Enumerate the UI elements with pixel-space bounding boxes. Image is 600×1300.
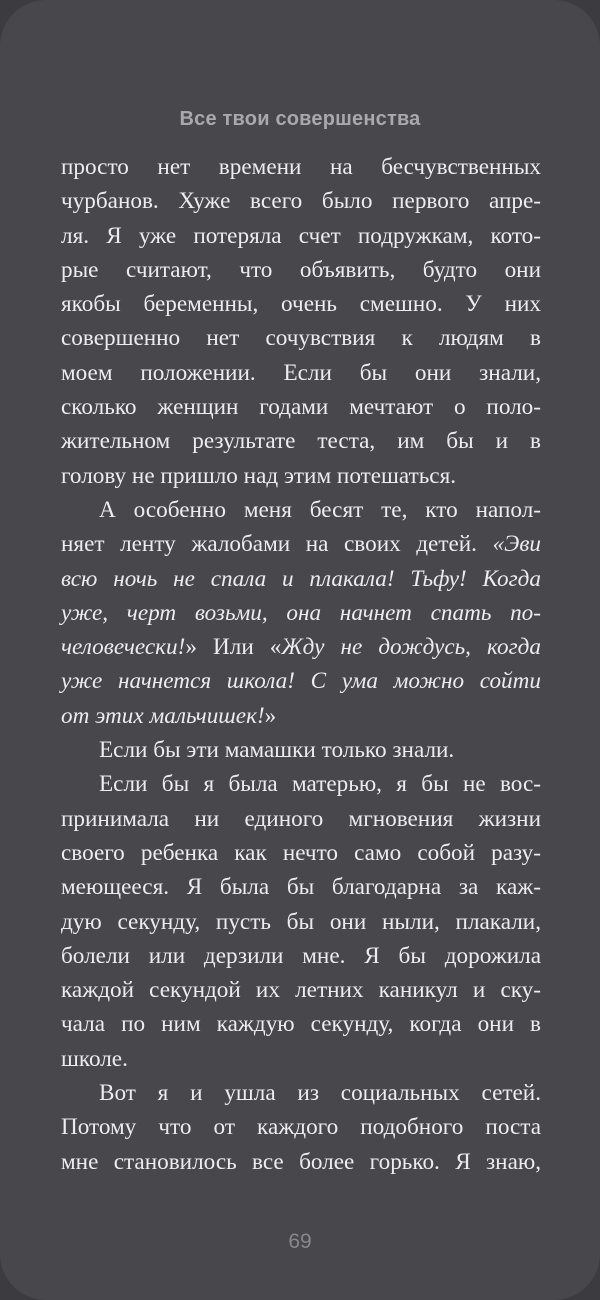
text-line: моем положении. Если бы они знали, xyxy=(61,359,541,386)
page-number: 69 xyxy=(288,1230,312,1253)
text-line xyxy=(61,664,541,698)
text-line: Потому что от каждого подобного поста xyxy=(61,1114,541,1141)
italic-segment: уже, черт возьми, она начнет спать по- xyxy=(61,599,541,626)
italic-segment: «Эви xyxy=(492,531,541,558)
text-line: жительном результате теста, им бы и в xyxy=(61,428,541,455)
text-line: якобы беременны, очень смешно. У них xyxy=(61,291,541,318)
text-line: принимала ни единого мгновения жизни xyxy=(61,805,541,832)
text-line: голову не пришло над этим потешаться. xyxy=(61,462,457,489)
text-line xyxy=(61,699,541,733)
text-line: рые считают, что объявить, будто они xyxy=(61,256,541,283)
text-line xyxy=(61,596,541,630)
running-title: Все твои совершенства xyxy=(179,108,421,130)
text-line: дую секунду, пусть бы они ныли, плакали, xyxy=(61,908,541,935)
text-line: болели или дерзили мне. Я бы дорожила xyxy=(61,942,541,969)
text-line: просто нет времени на бесчувственных xyxy=(61,154,541,180)
text-line: мне становилось все более горько. Я знаю, xyxy=(61,1148,541,1175)
text-line: школе. xyxy=(61,1045,128,1072)
text-line: Вот я и ушла из социальных сетей. xyxy=(99,1080,541,1107)
text-line: своего ребенка как нечто само собой разу- xyxy=(61,839,541,866)
text-line: каждой секундой их летних каникул и ску- xyxy=(61,977,541,1004)
text-line xyxy=(61,527,541,561)
italic-segment: всю ночь не спала и плакала! Тьфу! Когда xyxy=(61,565,541,592)
text-line: ля. Я уже потеряла счет подружкам, кото- xyxy=(61,222,541,249)
text-segment: няет ленту жалобами на своих детей. xyxy=(61,531,493,558)
text-line xyxy=(61,630,541,664)
text-line xyxy=(61,562,541,596)
italic-segment: уже начнется школа! С ума можно сойти xyxy=(61,668,541,695)
text-line: А особенно меня бесят те, кто напол- xyxy=(99,496,541,523)
text-line: меющееся. Я была бы благодарна за каж- xyxy=(61,874,541,901)
text-line: Если бы я была матерью, я бы не вос- xyxy=(99,771,541,798)
italic-segment: от этих мальчишек! xyxy=(61,702,265,729)
text-line: Если бы эти мамашки только знали. xyxy=(99,737,455,764)
text-segment: » xyxy=(264,702,277,729)
italic-segment: человечески! xyxy=(61,634,186,661)
text-line: сколько женщин годами мечтают о поло- xyxy=(61,394,541,421)
text-line: совершенно нет сочувствия к людям в xyxy=(61,325,541,352)
page-text xyxy=(61,150,541,1179)
text-line: чала по ним каждую секунду, когда они в xyxy=(61,1011,541,1038)
italic-segment: Жду не дождусь, когда xyxy=(281,634,541,661)
text-line: чурбанов. Хуже всего было первого апре- xyxy=(61,188,541,215)
text-segment: » Или « xyxy=(185,634,282,661)
